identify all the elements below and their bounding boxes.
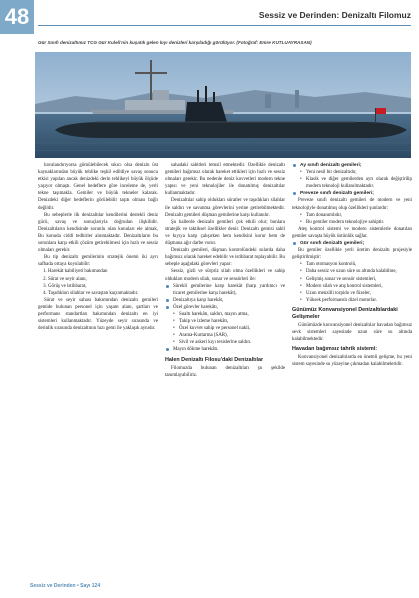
numbered-list xyxy=(38,268,158,296)
section-heading: Halen Denizaltı Filosu'daki Denizaltılar xyxy=(165,356,264,363)
list-item: Mayın dökme harekâtı. xyxy=(165,346,285,353)
list-item: Preveze sınıfı denizaltı gemileri; xyxy=(292,190,412,197)
list-item: 4. Taşıdıkları silahlar ve savaştan kaçınmaktadır. xyxy=(48,290,158,297)
paragraph: Ateş kontrol sistemi ve modern sistemlerle donatılan gemiler savaşta büyük üstünlük sağlar. xyxy=(292,226,412,239)
bullet-list xyxy=(292,190,412,197)
list-item: • Tam donanımlıdır, xyxy=(292,212,412,219)
sub-list xyxy=(292,169,412,190)
paragraph: Denizaltı gemileri, düşman kontrolündeki sularda daha bağımsız olarak hareket edebilir ve istihbarat toplayabilir. Bu sebeple aşağıdaki görevleri yapar: xyxy=(165,248,285,268)
submarine-photo xyxy=(35,52,411,158)
paragraph: Denizaltılar sahip oldukları süratler ve taşıdıkları silahlar ile saldırı ve savunma görevlerini yerine getirebilmektedir. Denizaltı gemileri düşman gemilerine karşı kullanılır. xyxy=(165,198,285,218)
text-column-3 xyxy=(292,162,412,580)
paragraph: Şu hallerde denizaltı gemileri çok etkili olur; bunlara stratejik ve taktiksel özellikler denir. Denizaltı gemisi sahil ve kıyıya karşı çalışırken hem kendisini korur hem de düşmana ağır darbe vurur. xyxy=(165,219,285,247)
list-item: • Gelişmiş sonar ve sensör sistemleri, xyxy=(292,276,412,283)
page-footer: Sessiz ve Derinden • Sayı 124 xyxy=(30,583,101,589)
paragraph: Günümüzde konvansiyonel denizaltılar havadan bağımsız sevk sistemleri sayesinde uzun süre su altında kalabilmektedir. xyxy=(292,322,412,343)
list-item: Sürekli gemilerine karşı harekât (harp yardımcı ve ticaret gemilerine karşı harekât), xyxy=(165,283,285,297)
text-column-2 xyxy=(165,162,285,580)
paragraph: Konvansiyonel denizaltılarda en önemli gelişme, bu yeni sistem sayesinde su yüzeyine çıkmadan kalabilmeleridir. xyxy=(292,355,412,368)
paragraph: Filomuzda bulunan denizaltıları şu şekilde tanımlayabiliriz. xyxy=(165,365,285,378)
list-item: 1. Harekât kabiliyeti bakımından xyxy=(48,268,158,275)
list-item: 2. Sürat ve seyir alanı, xyxy=(48,276,158,283)
list-item: 3. Görüş ve istihbarat, xyxy=(48,283,158,290)
bullet-list xyxy=(292,162,412,169)
sub-list xyxy=(292,212,412,226)
list-item: • Bu gemiler modern teknolojiye sahiptir. xyxy=(292,219,412,226)
list-item: Denizaltıya karşı harekât, xyxy=(165,297,285,304)
paragraph: havalandırıyorsa gömülebilecek sıkıcı olsa denizin üst kaynaklarından büyük tehlike teşkil edildiye savaş sonucu etkisi yapılan ancak denizdeki derin tehlikeyi büyük ölçüde yaşıyor olmaştı. Genel hedeflere göre inceleme de, yerli tekne taşımakla. Gemiler ve büyük tekneler kalarak. Denizdeki diğer hedeflerin görülebilir taşıtı olması bağlı değildir. xyxy=(38,163,158,211)
article-title: Sessiz ve Derinden: Denizaltı Filomuz xyxy=(258,10,411,20)
list-item: • Tam otomasyon kontrolü, xyxy=(292,261,412,268)
text-column-1 xyxy=(38,162,158,580)
paragraph: Sessiz, gizli ve sürpriz silah olma özellikleri ve sahip oldukları modern silah, sonar ve sensörleri ile: xyxy=(165,269,285,282)
header-rule xyxy=(38,25,411,26)
list-item: • Klasik ve diğer gemilerden ayrı olarak değiştirilip modern teknoloji kullanılmaktadır. xyxy=(292,176,412,190)
bullet-list xyxy=(165,283,285,311)
list-item: • Arama-Kurtarma (SAR), xyxy=(165,332,285,339)
list-item: • Sualtı harekâtı, saldırı, mayın atma, xyxy=(165,311,285,318)
paragraph: Bu sebeplerle ilk denizaltılar kendilerini destekli deniz gücü, savaş ve sonuçlarıyla doğrudan ilişkilidir. Denizaltıların kendisinde sorunlu olan konuları ele almak, Bu konuda ciddi tedbirler alınmaktadır. Denizaltıların bu sorunlara karşı etkili çözüm getirebilmesi için hızlı ve sessiz olmaları gerekir. xyxy=(38,212,158,254)
list-item: Gür sınıfı denizaltı gemileri; xyxy=(292,240,412,247)
list-item: • Sivil ve askeri kıyı tesislerine saldırı. xyxy=(165,339,285,346)
photo-caption: Gür Sınıfı denizaltımız TCG Gür Kuleli'nin kuşatık gelen kıyı denizleri karşıladığı görülüyor. (Fotoğraf: Emre KUTLUAYRASAN) xyxy=(38,40,312,45)
bullet-list xyxy=(292,240,412,247)
list-item: • Özel kuvvet sahip ve personel nakli, xyxy=(165,325,285,332)
list-item: • Uzun menzilli torpido ve füzeler, xyxy=(292,290,412,297)
section-heading: Günümüz Konvansiyonel Denizaltılardaki Gelişmeler xyxy=(292,306,398,320)
paragraph: sahadaki sabitleri temsil etmektedir. Özellikle denizaltı gemileri bağımsız olarak hareket ettikleri için hızlı ve sessiz olmaları gerekir. Bu nedenle deniz kuvvetleri modern tekne yapısı ve yeni teknolojiler ile donatılmış denizaltılar kullanmaktadır. xyxy=(165,163,285,197)
paragraph: Preveze sınıfı denizaltı gemileri de modern ve yeni teknolojiyle donatılmış olup özellikleri şunlardır: xyxy=(292,198,412,211)
list-item: Ay sınıfı denizaltı gemileri; xyxy=(292,162,412,169)
list-item: Özel görevler harekâtı, xyxy=(165,304,285,311)
list-item: • Daha sessiz ve uzun süre su altında kalabilme, xyxy=(292,268,412,275)
paragraph: Sürat ve seyir sahası bakımından denizaltı gemileri gemide bulunan personel için yaşam alanı, şartları ve performans standartları bakımından denizaltı en iyi sistemleri kullanmaktadır. Yüzeyde seyir sırasında ve derinlik sırasında denizaltının hızı gemi ile yaklaşık aynıdır. xyxy=(38,297,158,332)
list-item: • Yeni nesil bir denizaltıdır, xyxy=(292,169,412,176)
list-item: • Yüksek performanslı dizel motorlar. xyxy=(292,297,412,304)
page-number: 48 xyxy=(0,0,34,34)
list-item: • Modern silah ve atış kontrol sistemleri, xyxy=(292,283,412,290)
paragraph: Bu tip denizaltı gemilerinin stratejik önemi iki ayrı safhada ortaya koyulabilir: xyxy=(38,255,158,268)
submarine-photo-illustration xyxy=(35,52,411,158)
section-heading: Havadan bağımsız tahrik sistemi: xyxy=(292,346,378,353)
list-item: • Takip ve izleme harekâtı, xyxy=(165,318,285,325)
sub-list xyxy=(292,261,412,304)
paragraph: Bu gemiler özellikle yerli üretim denizaltı projesiyle geliştirilmiştir: xyxy=(292,248,412,261)
sub-list xyxy=(165,311,285,346)
bullet-list xyxy=(165,346,285,353)
